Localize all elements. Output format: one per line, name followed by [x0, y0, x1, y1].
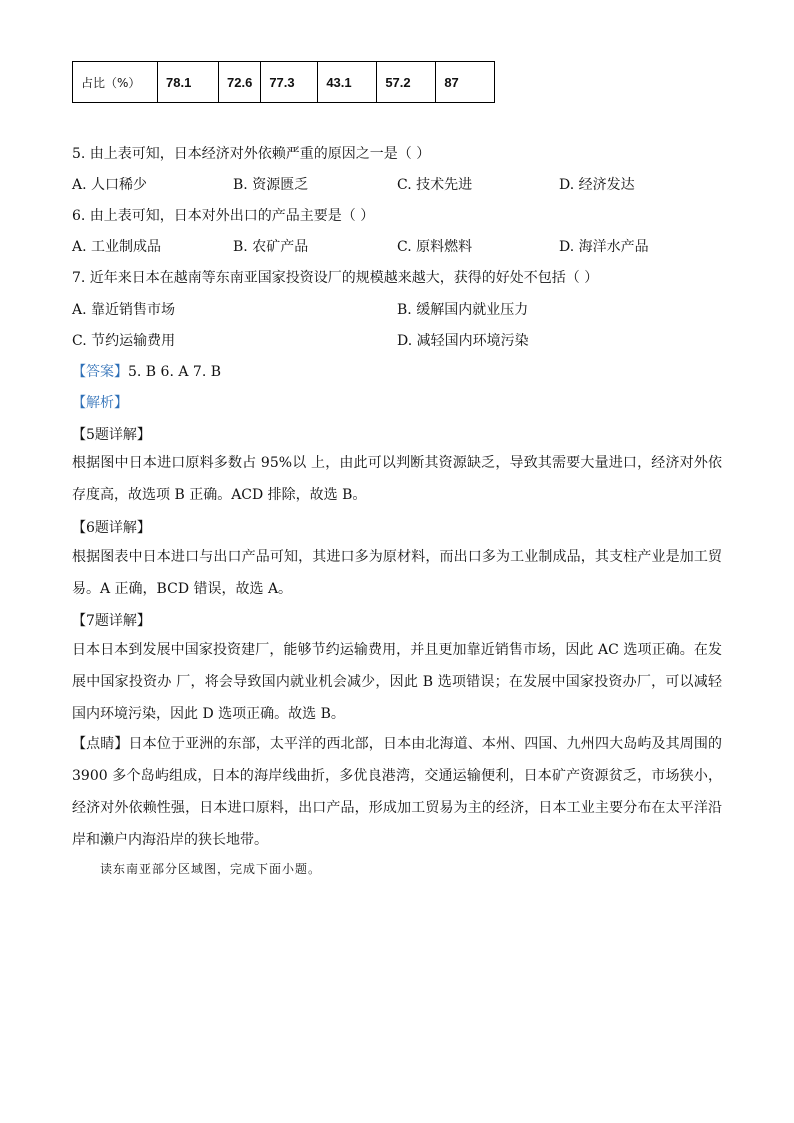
dianjing-tag: 【点睛】	[72, 736, 129, 752]
question-7-option-d: D. 减轻国内环境污染	[397, 333, 529, 349]
question-7-option-a: A. 靠近销售市场	[72, 302, 176, 318]
detail-7-tag: 【7题详解】	[72, 613, 151, 629]
detail-6-text: 根据图表中日本进口与出口产品可知，其进口多为原材料，而出口多为工业制成品，其支柱产业是加工贸易。A 正确，BCD 错误，故选 A。	[72, 549, 722, 597]
analysis-tag: 【解析】	[72, 395, 128, 411]
question-5-option-b: B. 资源匮乏	[233, 177, 309, 193]
question-6-option-c: C. 原料燃料	[397, 239, 473, 255]
table-cell: 87	[436, 62, 495, 103]
question-7-option-b: B. 缓解国内就业压力	[397, 302, 529, 318]
answer-text: 5. B 6. A 7. B	[128, 364, 222, 380]
question-6-option-d: D. 海洋水产品	[559, 239, 649, 255]
table-cell: 72.6	[219, 62, 261, 103]
question-7-option-c: C. 节约运输费用	[72, 333, 176, 349]
dianjing-text: 日本位于亚洲的东部，太平洋的西北部，日本由北海道、本州、四国、九州四大岛屿及其周围的 3900 多个岛屿组成，日本的海岸线曲折，多优良港湾，交通运输便利，日本矿产资源贫乏，市场狭小，经济对外依赖性强，日本进口原料，出口产品，形成加工贸易为主的经济，日本工业主要分布在太平洋沿岸和濑户内海沿岸的狭长地带。	[72, 736, 723, 848]
question-6-stem: 6. 由上表可知，日本对外出口的产品主要是（ ）	[72, 208, 375, 224]
next-section-intro: 读东南亚部分区域图，完成下面小题。	[100, 862, 322, 876]
table-cell: 77.3	[261, 62, 318, 103]
question-5-stem: 5. 由上表可知，日本经济对外依赖严重的原因之一是（ ）	[72, 146, 431, 162]
detail-7-text: 日本日本到发展中国家投资建厂，能够节约运输费用，并且更加靠近销售市场，因此 AC 选项正确。在发展中国家投资办 厂，将会导致国内就业机会减少，因此 B 选项错误；在发展中国家投资办厂，可以减轻国内环境污染，因此 D 选项正确。故选 B。	[72, 642, 722, 722]
dianjing-paragraph	[72, 728, 722, 856]
question-5-option-a: A. 人口稀少	[72, 177, 148, 193]
answer-line	[72, 361, 221, 381]
question-7-stem: 7. 近年来日本在越南等东南亚国家投资设厂的规模越来越大，获得的好处不包括（ ）	[72, 270, 599, 286]
detail-6-tag: 【6题详解】	[72, 520, 151, 536]
question-5-option-d: D. 经济发达	[559, 177, 635, 193]
table-row-label: 占比（%）	[73, 62, 158, 103]
detail-5-tag: 【5题详解】	[72, 427, 151, 443]
question-5-option-c: C. 技术先进	[397, 177, 473, 193]
table-cell: 57.2	[377, 62, 436, 103]
table-cell: 43.1	[318, 62, 377, 103]
question-6-option-b: B. 农矿产品	[233, 239, 309, 255]
table-cell: 78.1	[158, 62, 219, 103]
answer-tag: 【答案】	[72, 364, 128, 380]
detail-5-text: 根据图中日本进口原料多数占 95%以 上，由此可以判断其资源缺乏，导致其需要大量进口，经济对外依存度高，故选项 B 正确。ACD 排除，故选 B。	[72, 455, 722, 503]
table-row	[73, 62, 495, 103]
question-6-option-a: A. 工业制成品	[72, 239, 162, 255]
proportion-table	[72, 61, 495, 103]
